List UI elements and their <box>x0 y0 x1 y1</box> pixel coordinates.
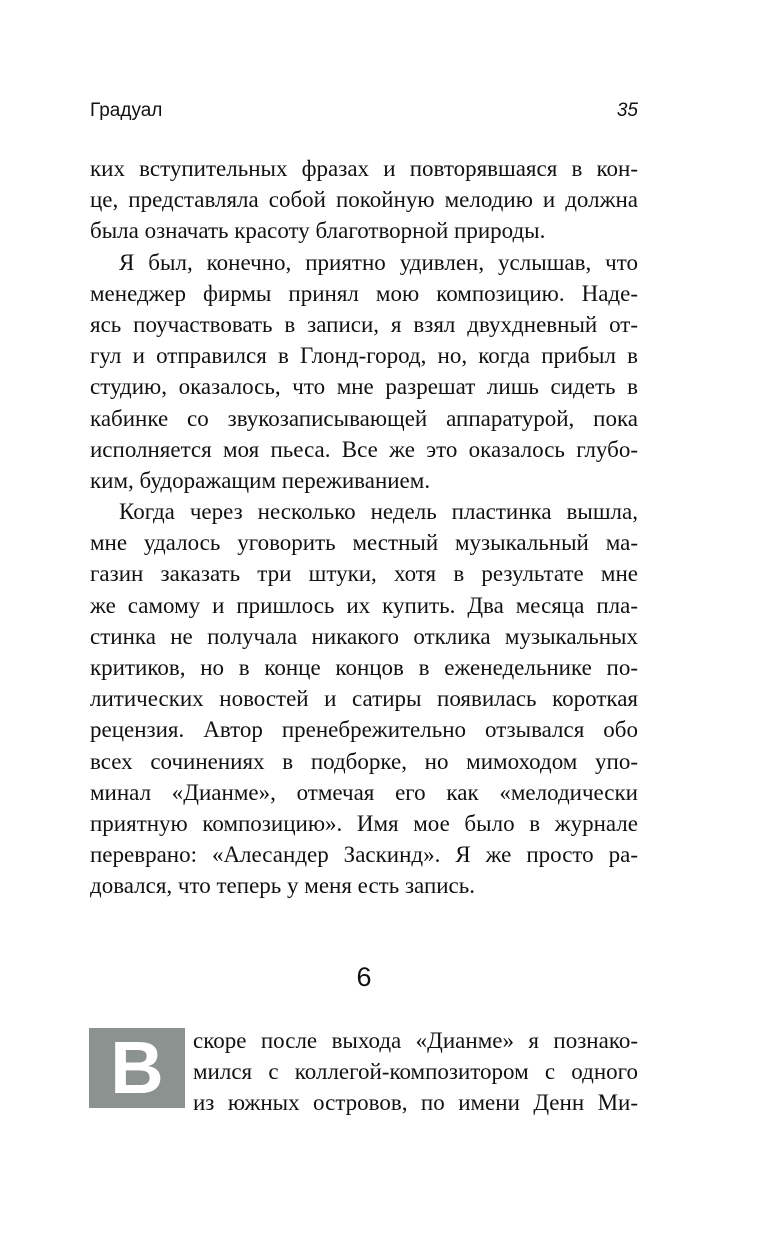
text-line: рецензия. Автор пренебрежительно отзывался обо <box>90 717 638 743</box>
text-line: Когда через несколько недель пластинка вышла, <box>119 499 638 525</box>
text-line: всех сочинениях в подборке, но мимоходом упо- <box>90 748 638 774</box>
body-text <box>90 153 638 902</box>
text-line: же самому и пришлось их купить. Два месяца пла- <box>90 592 638 618</box>
text-line: довался, что теперь у меня есть запись. <box>90 873 476 899</box>
text-line: приятную композицию». Имя мое было в журнале <box>90 810 638 836</box>
page-number: 35 <box>616 100 638 121</box>
text-line: це, представляла собой покойную мелодию и должна <box>90 187 638 213</box>
drop-cap-letter: В <box>110 1026 164 1109</box>
running-title: Градуал <box>90 100 163 121</box>
text-line: студию, оказалось, что мне разрешат лишь сидеть в <box>90 374 638 400</box>
text-line: кабинке со звукозаписывающей аппаратурой, пока <box>90 405 638 431</box>
text-line: Я был, конечно, приятно удивлен, услышав, что <box>119 249 638 275</box>
chapter-number: 6 <box>356 962 372 992</box>
text-line: мился с коллегой-композитором с одного <box>193 1059 638 1085</box>
text-line: ясь поучаствовать в записи, я взял двухдневный от- <box>90 311 638 337</box>
text-line: минал «Дианме», отмечая его как «мелодически <box>90 779 638 805</box>
text-line: мне удалось уговорить местный музыкальный ма- <box>90 530 638 556</box>
text-line: скоре после выхода «Дианме» я познако- <box>193 1028 638 1053</box>
paragraph <box>90 247 638 497</box>
paragraph <box>90 153 638 247</box>
text-line: стинка не получала никакого отклика музыкальных <box>90 623 638 649</box>
page-header <box>90 100 638 130</box>
paragraph <box>90 496 638 901</box>
text-line: ких вступительных фразах и повторявшаяся в кон- <box>90 156 638 181</box>
text-line: гул и отправился в Глонд-город, но, когда прибыл в <box>90 343 638 369</box>
text-line: из южных островов, по имени Денн Ми- <box>193 1090 638 1116</box>
drop-cap <box>89 1028 185 1108</box>
text-line: критиков, но в конце концов в еженедельнике по- <box>90 655 638 680</box>
text-line: менеджер фирмы принял мою композицию. Наде- <box>90 280 638 306</box>
text-line: газин заказать три штуки, хотя в результате мне <box>90 561 638 587</box>
text-line: литических новостей и сатиры появилась короткая <box>90 686 638 712</box>
text-line: переврано: «Алесандер Заскинд». Я же просто ра- <box>90 842 638 868</box>
chapter-opening-text <box>193 1025 638 1119</box>
text-line: была означать красоту благотворной природы. <box>90 218 546 244</box>
text-line: ким, будоражащим переживанием. <box>90 467 431 493</box>
text-line: исполняется моя пьеса. Все же это оказалось глубо- <box>90 436 638 462</box>
